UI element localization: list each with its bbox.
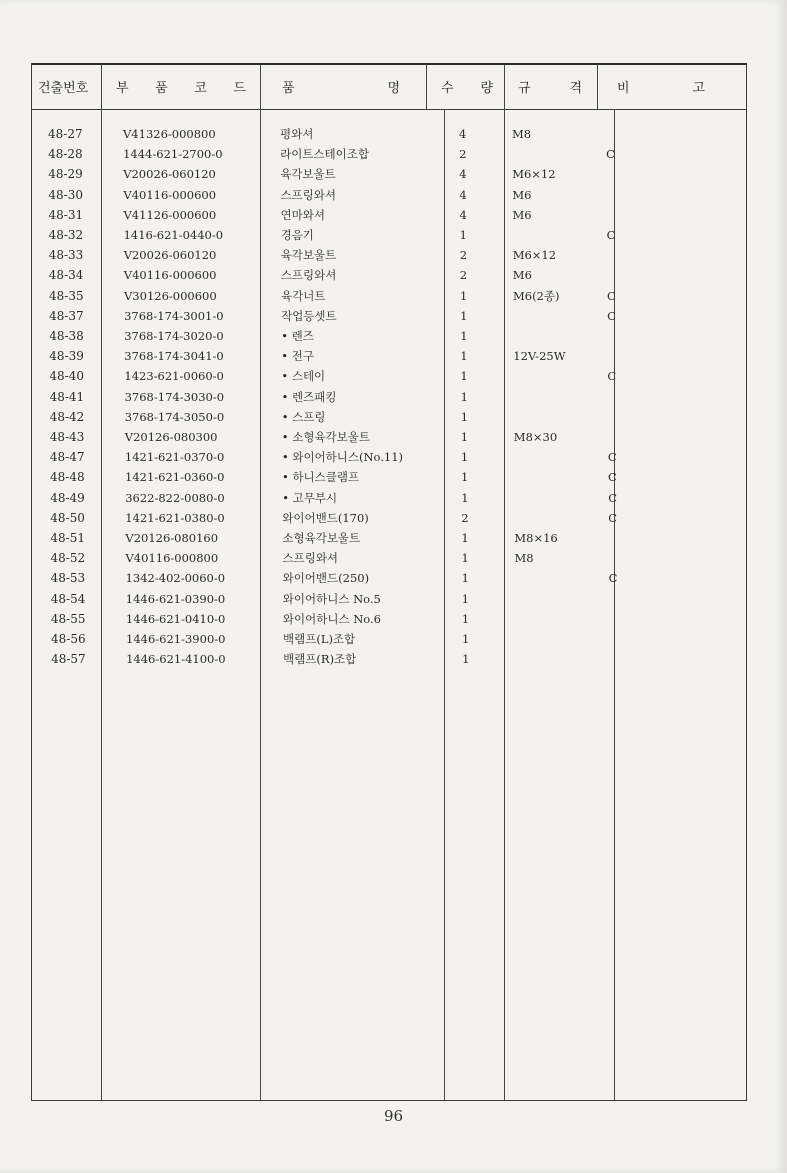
quantity: 2 <box>461 510 469 525</box>
header-code-char: 드 <box>233 81 246 96</box>
quantity: 1 <box>460 308 468 323</box>
spec: M6×12 <box>512 248 557 263</box>
header-remark-char: 비 <box>617 81 630 96</box>
header-code-char: 품 <box>155 81 168 96</box>
header-divider <box>32 109 746 110</box>
row-number: 48-50 <box>50 510 85 525</box>
part-code: 1421-621-0360-0 <box>125 470 225 485</box>
remark: C <box>606 147 615 162</box>
remark: C <box>607 308 616 323</box>
col-divider-5 <box>614 109 615 1100</box>
quantity: 1 <box>460 389 468 404</box>
part-name: 와이어밴드(170) <box>282 510 369 525</box>
quantity: 1 <box>460 430 469 444</box>
remark: C <box>607 450 617 465</box>
part-name: • 스프링 <box>281 409 326 424</box>
spec: M6 <box>512 187 532 202</box>
row-number: 48-48 <box>50 470 85 485</box>
part-code: V41326-000800 <box>123 127 216 141</box>
part-code: 1446-621-3900-0 <box>126 632 226 646</box>
spec: M6 <box>512 268 532 283</box>
part-name: • 하니스클램프 <box>282 470 360 485</box>
remark: C <box>608 470 617 485</box>
part-name: 육각보울트 <box>280 167 336 182</box>
quantity: 1 <box>461 611 470 626</box>
quantity: 1 <box>461 571 469 586</box>
parts-table <box>31 63 747 1101</box>
header-no: 건출번호 <box>38 81 89 96</box>
quantity: 2 <box>459 147 467 162</box>
part-name: 스프링와셔 <box>280 268 337 283</box>
row-number: 48-47 <box>49 450 85 465</box>
quantity: 1 <box>460 369 468 384</box>
row-number: 48-41 <box>49 389 85 404</box>
part-name: 라이트스테이조합 <box>280 147 369 162</box>
row-number: 48-39 <box>49 349 84 364</box>
spec: M8×30 <box>513 430 558 444</box>
col-divider-2 <box>260 65 261 1100</box>
part-name: 육각너트 <box>281 288 326 303</box>
col-divider-5-header <box>597 65 598 109</box>
row-number: 48-31 <box>48 207 84 222</box>
part-code: 3768-174-3030-0 <box>124 389 225 404</box>
part-name: • 렌즈패킹 <box>281 389 337 404</box>
part-code: V20026-060120 <box>123 167 216 182</box>
part-name: 스프링와셔 <box>280 187 336 202</box>
part-code: 1423-621-0060-0 <box>124 369 224 384</box>
part-name: 와이어하니스 No.6 <box>282 611 381 626</box>
row-number: 48-49 <box>50 490 85 505</box>
spec: 12V-25W <box>513 349 566 364</box>
spec: M6×12 <box>512 167 556 182</box>
remark: C <box>607 369 617 384</box>
part-name: • 전구 <box>281 349 314 364</box>
row-number: 48-51 <box>50 531 85 545</box>
part-name: • 렌즈 <box>281 329 314 343</box>
row-number: 48-33 <box>48 248 84 263</box>
header-code-char: 부 <box>116 81 129 96</box>
header-code-char: 코 <box>194 81 207 96</box>
part-code: 3768-174-3041-0 <box>124 349 224 364</box>
quantity: 1 <box>461 470 469 485</box>
part-code: 1416-621-0440-0 <box>123 228 224 242</box>
part-code: V40116-000600 <box>123 187 217 202</box>
part-name: 작업등셋트 <box>281 308 337 323</box>
quantity: 1 <box>462 632 470 646</box>
part-name: 연마와셔 <box>280 207 325 222</box>
part-name: 와이어밴드(250) <box>282 571 370 586</box>
remark: C <box>608 510 618 525</box>
quantity: 4 <box>459 207 467 222</box>
quantity: 1 <box>460 288 468 303</box>
quantity: 1 <box>462 652 470 667</box>
col-divider-3 <box>444 109 445 1100</box>
header-qty <box>441 77 493 99</box>
part-name: • 소형육각보울트 <box>281 430 370 444</box>
part-name: 백램프(R)조합 <box>283 652 357 667</box>
part-code: V20026-060120 <box>123 248 217 263</box>
row-number: 48-28 <box>48 147 83 162</box>
header-remark <box>617 77 705 99</box>
part-name: 와이어하니스 No.5 <box>282 591 381 606</box>
quantity: 1 <box>460 329 468 343</box>
row-number: 48-42 <box>49 409 85 424</box>
part-code: 1446-621-4100-0 <box>126 652 226 667</box>
part-code: 1446-621-0390-0 <box>125 591 226 606</box>
part-code: V41126-000600 <box>123 207 217 222</box>
spec: M8 <box>512 127 532 141</box>
part-name: • 고무부시 <box>282 490 338 505</box>
quantity: 1 <box>461 591 470 606</box>
part-code: 1446-621-0410-0 <box>125 611 226 626</box>
col-divider-3-header <box>426 65 427 109</box>
header-code <box>116 77 246 99</box>
row-number: 48-27 <box>48 127 83 141</box>
row-number: 48-35 <box>49 288 84 303</box>
quantity: 1 <box>461 551 469 566</box>
row-number: 48-32 <box>48 228 84 242</box>
part-name: 소형육각보울트 <box>282 531 361 545</box>
header-remark-char: 고 <box>692 81 705 96</box>
quantity: 1 <box>460 349 468 364</box>
quantity: 1 <box>461 490 469 505</box>
header-name-char: 명 <box>387 81 400 96</box>
part-code: V40116-000600 <box>123 268 217 283</box>
remark: C <box>606 228 616 242</box>
header-qty-char: 량 <box>480 81 493 96</box>
part-code: 3768-174-3050-0 <box>124 409 225 424</box>
row-number: 48-34 <box>48 268 84 283</box>
header-spec-char: 규 <box>518 81 531 96</box>
part-code: V40116-000800 <box>125 551 219 566</box>
part-name: 백램프(L)조합 <box>283 632 356 646</box>
part-code: 3768-174-3001-0 <box>124 308 224 323</box>
header-spec-char: 격 <box>569 81 582 96</box>
row-number: 48-43 <box>49 430 85 444</box>
row-number: 48-53 <box>50 571 86 586</box>
page-number: 96 <box>383 1107 404 1125</box>
part-code: 3768-174-3020-0 <box>124 329 224 343</box>
part-name: • 와이어하니스(No.11) <box>281 450 404 465</box>
spec: M6(2종) <box>513 288 560 303</box>
part-code: 1342-402-0060-0 <box>125 571 226 586</box>
header-qty-char: 수 <box>441 81 454 96</box>
quantity: 1 <box>460 409 469 424</box>
col-divider-4 <box>504 65 505 1100</box>
row-number: 48-29 <box>48 167 83 182</box>
header-spec <box>518 77 582 99</box>
col-divider-1 <box>101 65 102 1100</box>
remark: C <box>608 571 618 586</box>
quantity: 2 <box>459 248 468 263</box>
row-number: 48-37 <box>49 308 84 323</box>
quantity: 4 <box>459 167 467 182</box>
quantity: 1 <box>460 450 469 465</box>
part-code: 1421-621-0370-0 <box>124 450 225 465</box>
row-number: 48-38 <box>49 329 84 343</box>
row-number: 48-57 <box>51 652 86 667</box>
row-number: 48-30 <box>48 187 83 202</box>
row-number: 48-54 <box>50 591 86 606</box>
part-name: 스프링와셔 <box>282 551 339 566</box>
row-number: 48-56 <box>51 632 86 646</box>
spec: M8 <box>514 551 534 566</box>
quantity: 2 <box>459 268 468 283</box>
part-code: V30126-000600 <box>124 288 217 303</box>
quantity: 4 <box>459 127 467 141</box>
part-code: 1444-621-2700-0 <box>123 147 223 162</box>
spec: M8×16 <box>514 531 558 545</box>
remark: C <box>607 288 616 303</box>
part-code: 3622-822-0080-0 <box>125 490 225 505</box>
part-code: V20126-080160 <box>125 531 219 545</box>
quantity: 1 <box>461 531 469 545</box>
remark: C <box>608 490 617 505</box>
header-name-char: 품 <box>282 81 295 96</box>
part-name: • 스테이 <box>281 369 326 384</box>
quantity: 1 <box>459 228 467 242</box>
part-name: 육각보울트 <box>280 248 337 263</box>
header-name <box>282 77 400 99</box>
quantity: 4 <box>459 187 467 202</box>
row-number: 48-40 <box>49 369 84 384</box>
spec: M6 <box>512 207 532 222</box>
part-name: 경음기 <box>280 228 314 242</box>
part-code: V20126-080300 <box>124 430 218 444</box>
part-code: 1421-621-0380-0 <box>125 510 225 525</box>
row-number: 48-52 <box>50 551 86 566</box>
part-name: 평와셔 <box>280 127 314 141</box>
row-number: 48-55 <box>50 611 86 626</box>
